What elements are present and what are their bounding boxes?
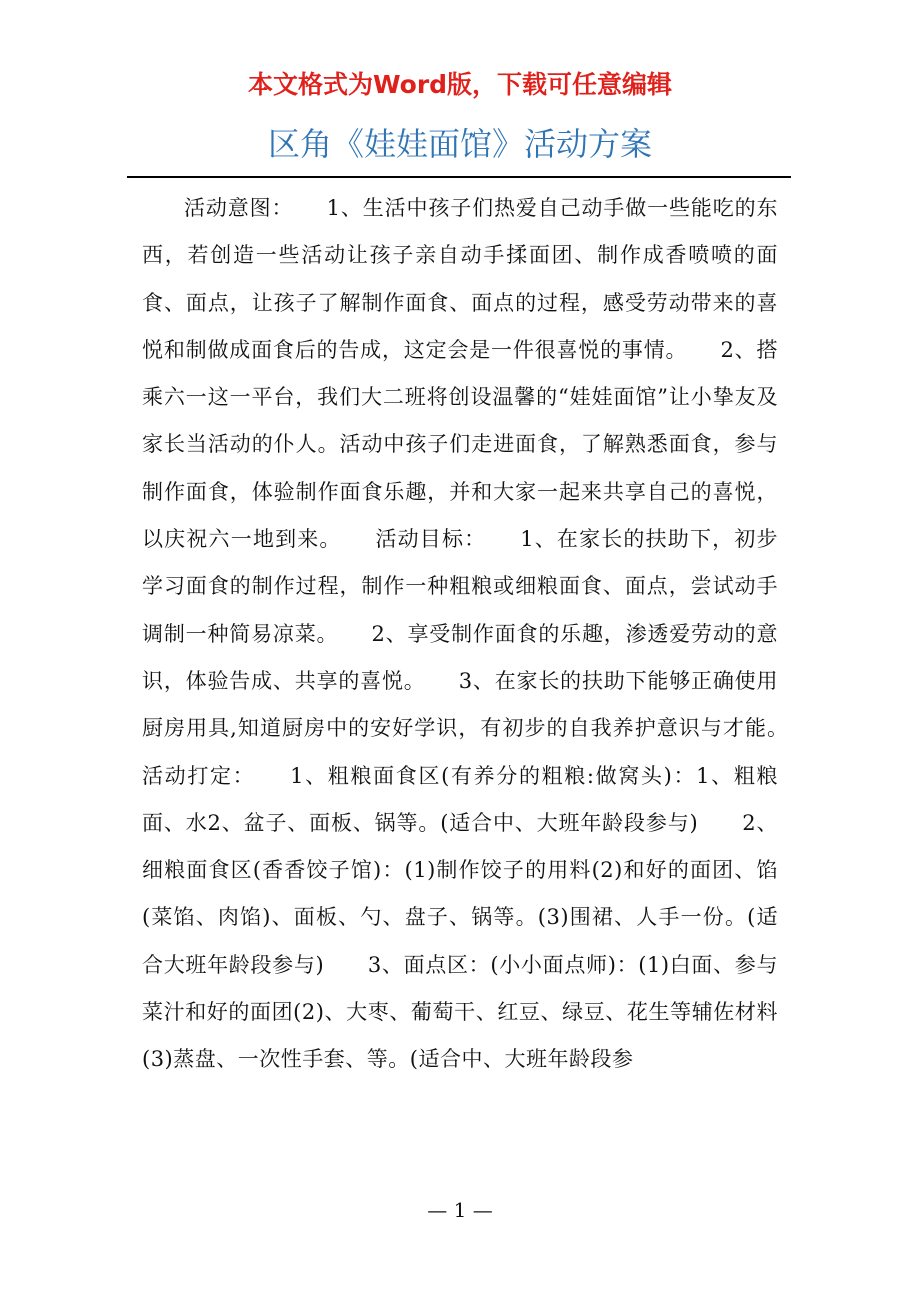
document-title: 区角《娃娃面馆》活动方案 [267,125,652,163]
body-paragraph: 活动意图： 1、生活中孩子们热爱自己动手做一些能吃的东西，若创造一些活动让孩子亲自动手揉面团、制作成香喷喷的面食、面点，让孩子了解制作面食、面点的过程，感受劳动带来的喜悦和制做成面食后的告成，这定会是一件很喜悦的事情。 2、搭乘六一这一平台，我们大二班将创设温馨的“娃娃面馆”让小挚友及家长当活动的仆人。活动中孩子们走进面食，了解熟悉面食，参与制作面食，体验制作面食乐趣，并和大家一起来共享自己的喜悦，以庆祝六一地到来。 活动目标： 1、在家长的扶助下，初步学习面食的制作过程，制作一种粗粮或细粮面食、面点，尝试动手调制一种简易凉菜。 2、享受制作面食的乐趣，渗透爱劳动的意识，体验告成、共享的喜悦。 3、在家长的扶助下能够正确使用厨房用具,知道厨房中的安好学识，有初步的自我养护意识与才能。 活动打定： 1、粗粮面食区(有养分的粗粮:做窝头)：1、粗粮面、水2、盆子、面板、锅等。(适合中、大班年龄段参与) 2、细粮面食区(香香饺子馆)：(1)制作饺子的用料(2)和好的面团、馅(菜馅、肉馅)、面板、勺、盘子、锅等。(3)围裙、人手一份。(适合大班年龄段参与) 3、面点区：(小小面点师)：(1)白面、参与菜汁和好的面团(2)、大枣、葡萄干、红豆、绿豆、花生等辅佐材料(3)蒸盘、一次性手套、等。(适合中、大班年龄段参 [142,196,821,1072]
page-number: — 1 — [427,1198,493,1222]
format-banner: 本文格式为Word版，下载可任意编辑 [247,70,673,99]
title-underline [127,176,791,178]
